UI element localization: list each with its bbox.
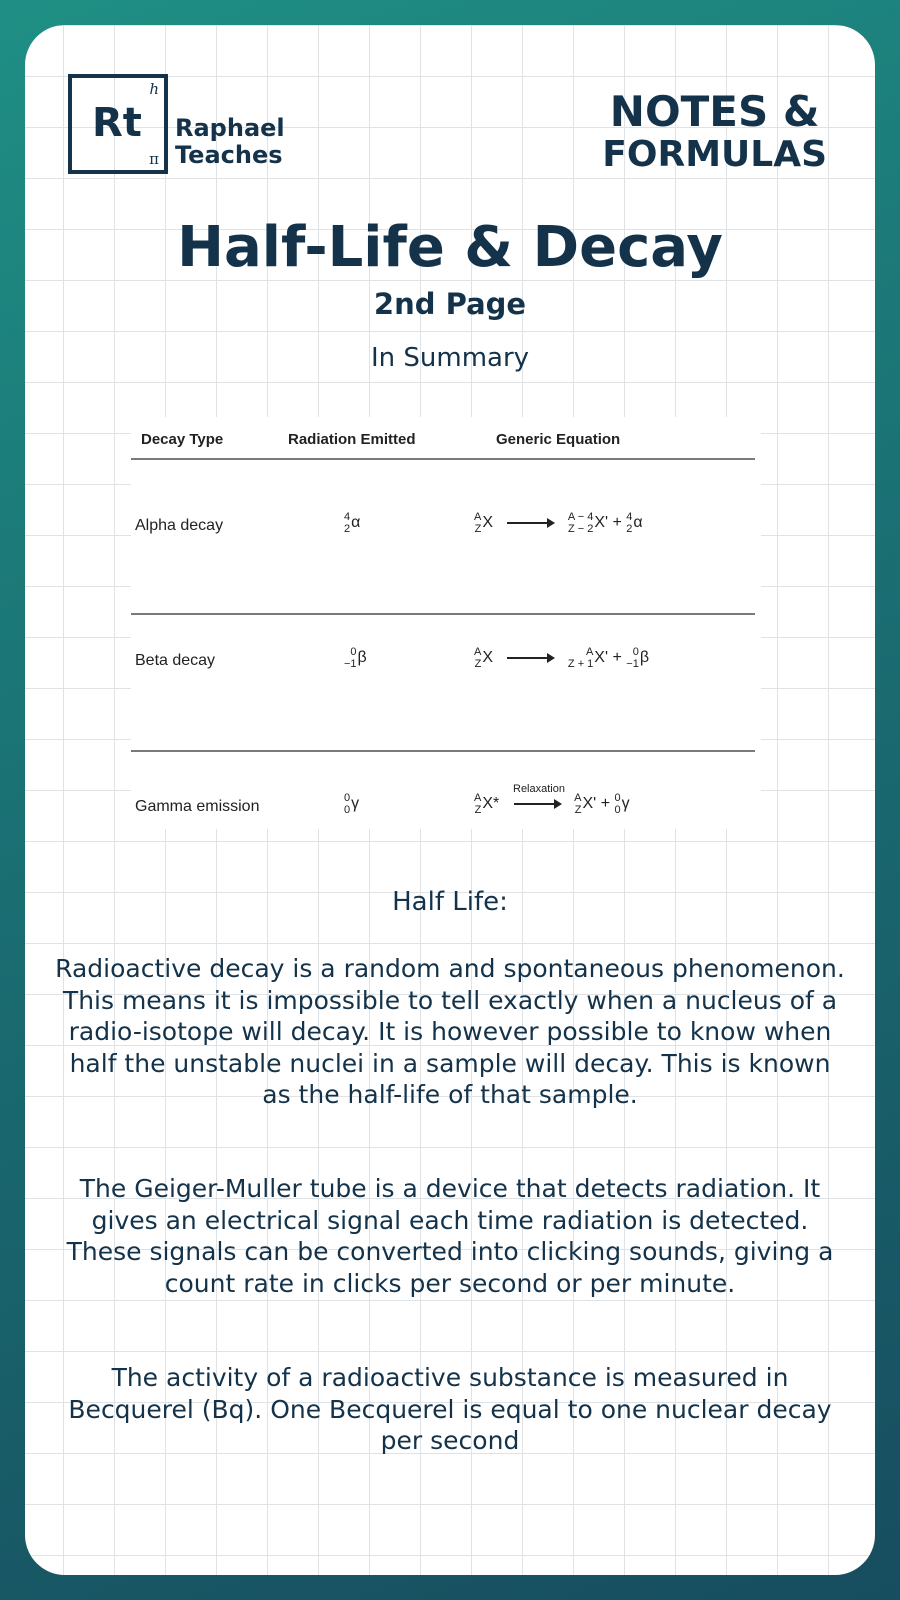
decay-table bbox=[131, 417, 761, 829]
reaction-arrow-icon bbox=[507, 522, 553, 524]
header-divider bbox=[131, 458, 755, 460]
logo-h-symbol: h bbox=[149, 80, 159, 98]
paragraph-becquerel: The activity of a radioactive substance is measured in Becquerel (Bq). One Becquerel is equal to one nuclear decay per second bbox=[68, 1363, 832, 1455]
logo-letters: Rt bbox=[92, 100, 142, 146]
paragraph-decay-random: Radioactive decay is a random and spontaneous phenomenon. This means it is impossible to tell exactly when a nucleus of a radio-isotope will decay. It is however possible to know when half the unstable nuclei in a sample will decay. This is known as the half-life of that sample. bbox=[55, 954, 845, 1109]
brand-name bbox=[175, 115, 285, 169]
column-header-radiation: Radiation Emitted bbox=[288, 431, 416, 448]
logo-pi-symbol: π bbox=[149, 150, 159, 168]
brand-logo bbox=[68, 74, 168, 174]
half-life-heading: Half Life: bbox=[392, 887, 508, 917]
page-title: Half-Life & Decay bbox=[177, 215, 723, 280]
row-label-gamma: Gamma emission bbox=[135, 798, 260, 815]
column-header-equation: Generic Equation bbox=[496, 431, 621, 448]
notes-card bbox=[25, 25, 875, 1575]
row-label-beta: Beta decay bbox=[135, 652, 216, 669]
equation-beta: A Z X A Z + 1 X' + 0 −1 β bbox=[474, 646, 650, 670]
paragraph-geiger-muller: The Geiger-Muller tube is a device that detects radiation. It gives an electrical signal each time radiation is detected. These signals can be converted into clicking sounds, giving a count rate in clicks per second or per minute. bbox=[66, 1174, 834, 1298]
brand-name-line2: Teaches bbox=[175, 141, 283, 169]
radiation-beta: 0 −1 β bbox=[344, 646, 367, 670]
radiation-gamma: 0 0 γ bbox=[344, 792, 360, 816]
column-header-decay-type: Decay Type bbox=[141, 431, 224, 448]
reaction-arrow-icon bbox=[507, 657, 553, 659]
radiation-alpha: 4 2 α bbox=[344, 511, 361, 535]
notes-heading-line1: NOTES & bbox=[609, 87, 820, 136]
notes-heading-line2: FORMULAS bbox=[602, 134, 827, 175]
brand-name-line1: Raphael bbox=[175, 114, 285, 142]
row-label-alpha: Alpha decay bbox=[135, 517, 224, 534]
row-divider bbox=[131, 613, 755, 615]
row-divider bbox=[131, 750, 755, 752]
page-subtitle: 2nd Page bbox=[373, 287, 527, 321]
equation-gamma: A Z X* A Z X' + 0 0 γ bbox=[474, 792, 630, 816]
equation-alpha: A Z X A − 4 Z − 2 X' + 4 2 α bbox=[474, 511, 643, 535]
notes-formulas-heading bbox=[602, 89, 827, 175]
reaction-arrow-icon bbox=[514, 803, 560, 805]
arrow-label-relaxation: Relaxation bbox=[513, 783, 565, 795]
section-heading: In Summary bbox=[370, 343, 530, 373]
